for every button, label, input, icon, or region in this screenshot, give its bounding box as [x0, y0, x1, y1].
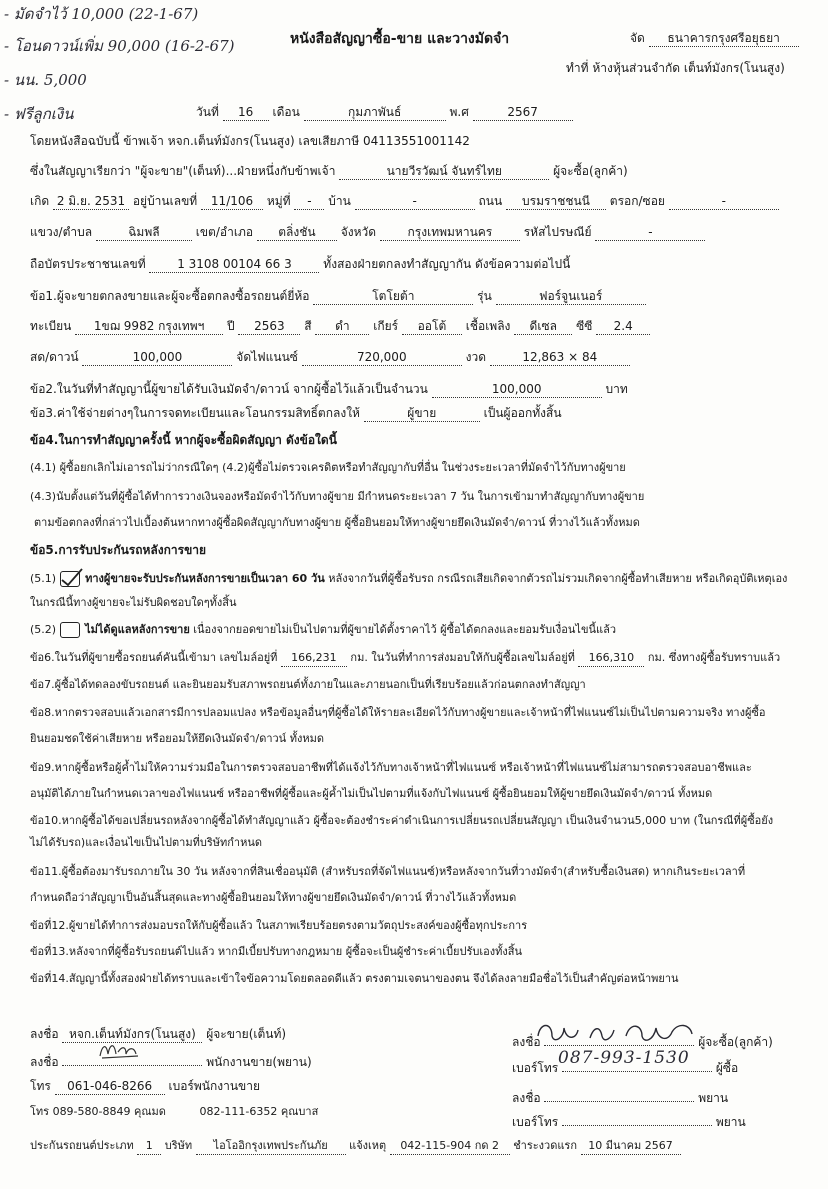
- finance-value: ธนาคารกรุงศรีอยุธยา: [649, 30, 799, 47]
- claim-label: แจ้งเหตุ: [349, 1139, 387, 1152]
- clause-5-2-num: (5.2): [30, 623, 57, 636]
- clause-5-1: [30, 571, 787, 587]
- clause-8a: ข้อ8.หากตรวจสอบแล้วเอกสารมีการปลอมแปลง หรือข้อมูลอื่นๆที่ผู้ซื้อได้ให้รายละเอียดไว้กับทางผู้ขายและเจ้าหน้าที่ไฟแนนซ์ไม่เป็นไปตามความจริง ทางผู้ซื้อ: [30, 706, 766, 719]
- car-model: ฟอร์จูนเนอร์: [496, 288, 646, 305]
- subdistrict-value: ฉิมพลี: [96, 224, 192, 241]
- car-color: ดำ: [315, 318, 369, 335]
- car-clause-label: ข้อ1.ผู้จะขายตกลงขายและผู้จะซื้อตกลงซื้อรถยนต์ยี่ห้อ: [30, 289, 310, 303]
- date-year: 2567: [473, 104, 573, 121]
- clause-14: ข้อที่14.สัญญานี้ทั้งสองฝ่ายได้ทราบและเข้าใจข้อความโดยตลอดดีแล้ว ตรงตามเจตนาของตน จึงได้ลงลายมือชื่อไว้เป็นสำคัญต่อหน้าพยาน: [30, 972, 679, 985]
- clause-5-1-b: ในกรณีนี้ทางผู้ขายจะไม่รับผิดชอบใดๆทั้งสิ้น: [30, 596, 237, 609]
- house-value: 11/106: [201, 193, 263, 210]
- clause-3-text: ข้อ3.ค่าใช้จ่ายต่างๆในการจดทะเบียนและโอนกรรมสิทธิ์ตกลงให้: [30, 406, 360, 420]
- province-value: กรุงเทพมหานคร: [380, 224, 520, 241]
- clause-4-title: ข้อ4.ในการทำสัญญาครั้งนี้ หากผู้จะซื้อผิดสัญญา ดังข้อใดนี้: [30, 433, 337, 447]
- witness-role: พยาน: [698, 1091, 729, 1105]
- clause-12: ข้อที่12.ผู้ขายได้ทำการส่งมอบรถให้กับผู้ซื้อแล้ว ในสภาพเรียบร้อยตรงตามวัตถุประสงค์ของผู้ซื้อทุกประการ: [30, 919, 528, 932]
- province-label: จังหวัด: [340, 225, 377, 239]
- clause-7: ข้อ7.ผู้ซื้อได้ทดลองขับรถยนต์ และยินยอมรับสภาพรถยนต์ทั้งภายในและภายนอกเป็นที่เรียบร้อยแล้วก่อนตกลงทำสัญญา: [30, 678, 586, 691]
- clause-6-a: ข้อ6.ในวันที่ผู้ขายซื้อรถยนต์คันนี้เข้ามา เลขไมล์อยู่ที่: [30, 651, 278, 664]
- car-row-1: [30, 288, 646, 305]
- id-row: [30, 256, 570, 273]
- handwritten-note-fee: - นน. 5,000: [4, 71, 87, 89]
- handwritten-note-free: - ฟรีลูกเงิน: [4, 105, 74, 123]
- car-reg: 1ขฌ 9982 กรุงเทพฯ: [75, 318, 223, 335]
- born-label: เกิด: [30, 194, 50, 208]
- zip-label: รหัสไปรษณีย์: [523, 225, 592, 239]
- unchecked-box[interactable]: [60, 622, 80, 638]
- finance-amount: 720,000: [302, 349, 462, 366]
- clause-3: [30, 405, 562, 422]
- made-at: ทำที่ ห้างหุ้นส่วนจำกัด เต็นท์มังกร(โนนสูง): [566, 61, 785, 75]
- car-cc-label: ซีซี: [576, 319, 593, 333]
- car-gear-label: เกียร์: [373, 319, 399, 333]
- down-value: 100,000: [82, 349, 232, 366]
- insurance-company: ไอโออิกรุงเทพประกันภัย: [196, 1138, 346, 1155]
- clause-4-1: (4.1) ผู้ซื้อยกเลิกไม่เอารถไม่ว่ากรณีใดๆ (4.2)ผู้ซื้อไม่ตรวจเครดิตหรือทำสัญญากับที่อื่น ในช่วงระยะเวลาที่มัดจำไว้กับทางผู้ขาย: [30, 461, 626, 474]
- clause-5-1-num: (5.1): [30, 572, 57, 585]
- car-row-3: [30, 349, 630, 366]
- clause-4-3a: (4.3)นับตั้งแต่วันที่ผู้ซื้อได้ทำการวางเงินจองหรือมัดจำไว้กับทางผู้ขาย มีกำหนดระยะเวลา 7 วัน ในการเข้ามาทำสัญญากับทางผู้ขาย: [30, 490, 645, 503]
- road-label: ถนน: [478, 194, 503, 208]
- witness-phone-label: เบอร์โทร: [512, 1115, 559, 1129]
- clause-5-2-rest: เนื่องจากยอดขายไม่เป็นไปตามที่ผู้ขายได้ตั้งราคาไว้ ผู้ซื้อได้ตกลงและยอมรับเงื่อนไขนี้แล้ว: [193, 623, 617, 636]
- soi-value: -: [669, 193, 779, 210]
- car-model-label: รุ่น: [477, 289, 492, 303]
- installment-label: งวด: [465, 350, 486, 364]
- village-label: บ้าน: [328, 194, 351, 208]
- clause-2: [30, 381, 628, 398]
- buyer-name-row: [30, 163, 628, 180]
- subdistrict-label: แขวง/ตำบล: [30, 225, 93, 239]
- document-title: หนังสือสัญญาซื้อ-ขาย และวางมัดจำ: [290, 31, 510, 47]
- village-value: -: [355, 193, 475, 210]
- date-day-label: วันที่: [196, 105, 219, 119]
- car-reg-label: ทะเบียน: [30, 319, 72, 333]
- checked-box[interactable]: [60, 571, 80, 587]
- installment-value: 12,863 × 84: [490, 349, 630, 366]
- staff-role: พนักงานขาย(พยาน): [206, 1055, 312, 1069]
- clause-3-who: ผู้ขาย: [364, 405, 480, 422]
- staff-phone-role: เบอร์พนักงานขาย: [168, 1079, 260, 1093]
- buyer-phone-label: เบอร์โทร: [512, 1061, 559, 1075]
- checkmark-icon: [58, 566, 84, 588]
- staff-phone: 061-046-8266: [55, 1078, 165, 1095]
- clause-11a: ข้อ11.ผู้ซื้อต้องมารับรถภายใน 30 วัน หลังจากที่สินเชื่ออนุมัติ (สำหรับรถที่จัดไฟแนนซ์)หรือหลังจากวันที่วางมัดจำ(สำหรับซื้อเงินสด) หากเกินระยะเวลาที่: [30, 865, 746, 878]
- clause-6: [30, 650, 780, 667]
- handwritten-note-transfer: - โอนดาวน์เพิ่ม 90,000 (16-2-67): [4, 37, 235, 55]
- id-value: 1 3108 00104 66 3: [149, 256, 319, 273]
- clause-2-text: ข้อ2.ในวันที่ทำสัญญานี้ผู้ขายได้รับเงินมัดจำ/ดาวน์ จากผู้ซื้อไว้แล้วเป็นจำนวน: [30, 382, 428, 396]
- buyer-phone-handwritten: 087-993-1530: [558, 1048, 690, 1068]
- car-row-2: [30, 318, 650, 335]
- insurance-label: ประกันรถยนต์ประเภท: [30, 1139, 134, 1152]
- soi-label: ตรอก/ซอย: [609, 194, 665, 208]
- clause-5-1-rest: หลังจากวันที่ผู้ซื้อรับรถ กรณีรถเสียเกิดจากตัวรถไม่รวมเกิดจากผู้ซื้อทำเสียหาย หรือเกิดอุบัติเหตุเอง: [328, 572, 788, 585]
- staff-signature: [96, 1036, 144, 1062]
- clause-5-title: ข้อ5.การรับประกันรถหลังการขาย: [30, 543, 207, 557]
- district-label: เขต/อำเภอ: [195, 225, 254, 239]
- moo-label: หมู่ที่: [266, 194, 291, 208]
- date-month: กุมภาพันธ์: [304, 104, 446, 121]
- clause-8b: ยินยอมชดใช้ค่าเสียหาย หรือยอมให้ยึดเงินมัดจำ/ดาวน์ ทั้งหมด: [30, 732, 324, 745]
- first-pay-label: ชำระงวดแรก: [513, 1139, 577, 1152]
- car-year: 2563: [238, 318, 300, 335]
- id-suffix: ทั้งสองฝ่ายตกลงทำสัญญากัน ดังข้อความต่อไปนี้: [323, 257, 571, 271]
- id-label: ถือบัตรประชาชนเลขที่: [30, 257, 146, 271]
- insurance-type: 1: [137, 1138, 161, 1155]
- seller-sign-name: หจก.เต็นท์มังกร(โนนสูง): [62, 1026, 202, 1043]
- staff-sign-label: ลงชื่อ: [30, 1055, 59, 1069]
- contact-mod: โทร 089-580-8849 คุณมด: [30, 1105, 166, 1118]
- clause-9b: อนุมัติได้ภายในกำหนดเวลาของไฟแนนซ์ หรืออาชีพที่ผู้ซื้อและผู้ค้ำไม่เป็นไปตามที่แจ้งกับไฟแนนซ์ ผู้ซื้อยินยอมให้ผู้ขายยึดเงินมัดจำ/ดาวน์ ทั้งหมด: [30, 787, 713, 800]
- date-row: [196, 104, 573, 121]
- house-label: อยู่บ้านเลขที่: [132, 194, 198, 208]
- buyer-name: นายวีรวัฒน์ จันทร์ไทย: [339, 163, 549, 180]
- car-gear: ออโต้: [402, 318, 462, 335]
- handwritten-note-deposit: - มัดจำไว้ 10,000 (22-1-67): [4, 5, 199, 23]
- clause-5-2-bold: ไม่ได้ดูแลหลังการขาย: [85, 623, 190, 636]
- car-fuel-label: เชื้อเพลิง: [465, 319, 511, 333]
- seller-role: ผู้จะขาย(เต็นท์): [206, 1027, 287, 1041]
- claim-number: 042-115-904 กด 2: [390, 1138, 510, 1155]
- clause-10b: ไม่ได้รับรถ)และเงื่อนไขเป็นไปตามที่บริษัทกำหนด: [30, 836, 262, 849]
- car-brand: โตโยต้า: [313, 288, 473, 305]
- mileage-out: 166,310: [578, 650, 644, 667]
- date-day: 16: [223, 104, 269, 121]
- buyer-sign-label: ลงชื่อ: [512, 1035, 541, 1049]
- first-pay-date: 10 มีนาคม 2567: [581, 1138, 681, 1155]
- seller-sign-row: [30, 1026, 286, 1043]
- contact-bas: 082-111-6352 คุณบาส: [199, 1105, 319, 1118]
- clause-6-b: กม. ในวันที่ทำการส่งมอบให้กับผู้ซื้อเลขไมล์อยู่ที่: [350, 651, 575, 664]
- address-row-2: [30, 224, 705, 241]
- staff-phone-row: [30, 1078, 260, 1095]
- witness-phone-role: พยาน: [715, 1115, 746, 1129]
- finance-row: [630, 30, 799, 47]
- clause-6-c: กม. ซึ่งทางผู้ซื้อรับทราบแล้ว: [647, 651, 781, 664]
- finance-label: จัด: [630, 31, 645, 45]
- witness-sign-row: [512, 1087, 728, 1106]
- clause-10a: ข้อ10.หากผู้ซื้อได้ขอเปลี่ยนรถหลังจากผู้ซื้อได้ทำสัญญาแล้ว ผู้ซื้อจะต้องชำระค่าดำเนินการเปลี่ยนรถเปลี่ยนสัญญา เป็นเงินจำนวน5,000 บาท (ในกรณีที่ผู้ซื้อยัง: [30, 814, 774, 827]
- clause-5-2: [30, 622, 616, 638]
- clause-2-amount: 100,000: [432, 381, 602, 398]
- car-cc: 2.4: [596, 318, 650, 335]
- seller-sign-label: ลงชื่อ: [30, 1027, 59, 1041]
- finance-amount-label: จัดไฟแนนซ์: [236, 350, 298, 364]
- mileage-in: 166,231: [281, 650, 347, 667]
- company-label: บริษัท: [164, 1139, 193, 1152]
- clause-2-unit: บาท: [605, 382, 628, 396]
- witness-signature-line: [544, 1087, 694, 1102]
- moo-value: -: [294, 193, 324, 210]
- buyer-suffix: ผู้จะซื้อ(ลูกค้า): [553, 164, 628, 178]
- staff-sign-row: [30, 1051, 312, 1070]
- witness-phone-row: [512, 1111, 746, 1130]
- insurance-row: [30, 1138, 681, 1155]
- buyer-role: ผู้จะซื้อ(ลูกค้า): [698, 1035, 773, 1049]
- clause-9a: ข้อ9.หากผู้ซื้อหรือผู้ค้ำไม่ให้ความร่วมมือในการตรวจสอบอาชีพที่ได้แจ้งไว้กับทางเจ้าหน้าที่ไฟแนนซ์ หรือเจ้าหน้าที่ไฟแนนซ์ไม่สามารถตรวจสอบอาชีพและ: [30, 761, 752, 774]
- intro-line: โดยหนังสือฉบับนี้ ข้าพเจ้า หจก.เต็นท์มังกร(โนนสูง) เลขเสียภาษี 04113551001142: [30, 134, 470, 148]
- date-year-label: พ.ศ: [449, 105, 469, 119]
- contact-line: [30, 1104, 318, 1120]
- district-value: ตลิ่งชัน: [257, 224, 337, 241]
- born-value: 2 มิ.ย. 2531: [53, 193, 129, 210]
- clause-4-3b: ตามข้อตกลงที่กล่าวไปเบื้องต้นหากทางผู้ซื้อผิดสัญญากับทางผู้ขาย ผู้ซื้อยินยอมให้ทางผู้ขายยึดเงินมัดจำ/ดาวน์ ที่วางไว้แล้วทั้งหมด: [34, 516, 640, 529]
- zip-value: -: [595, 224, 705, 241]
- car-year-label: ปี: [226, 319, 235, 333]
- car-color-label: สี: [304, 319, 312, 333]
- car-fuel: ดีเซล: [514, 318, 572, 335]
- date-month-label: เดือน: [272, 105, 300, 119]
- witness-phone-line: [562, 1111, 712, 1126]
- clause-3-end: เป็นผู้ออกทั้งสิ้น: [483, 406, 562, 420]
- clause-5-1-bold: ทางผู้ขายจะรับประกันหลังการขายเป็นเวลา 60 วัน: [85, 572, 325, 585]
- clause-13: ข้อที่13.หลังจากที่ผู้ซื้อรับรถยนต์ไปแล้ว หากมีเบี้ยปรับทางกฎหมาย ผู้ซื้อจะเป็นผู้ชำระค่าเบี้ยปรับเองทั้งสิ้น: [30, 945, 522, 958]
- staff-phone-label: โทร: [30, 1079, 51, 1093]
- clause-11b: กำหนดถือว่าสัญญาเป็นอันสิ้นสุดและทางผู้ซื้อยินยอมให้ทางผู้ขายยึดเงินมัดจำ/ดาวน์ ที่วางไว้แล้วทั้งหมด: [30, 891, 517, 904]
- down-label: สด/ดาวน์: [30, 350, 79, 364]
- road-value: บรมราชชนนี: [506, 193, 606, 210]
- buyer-phone-role: ผู้ซื้อ: [715, 1061, 739, 1075]
- witness-sign-label: ลงชื่อ: [512, 1091, 541, 1105]
- address-row-1: [30, 193, 779, 210]
- buyer-signature: [530, 1016, 710, 1050]
- buyer-prefix: ซึ่งในสัญญาเรียกว่า "ผู้จะขาย"(เต็นท์)...ฝ่ายหนึ่งกับข้าพเจ้า: [30, 164, 336, 178]
